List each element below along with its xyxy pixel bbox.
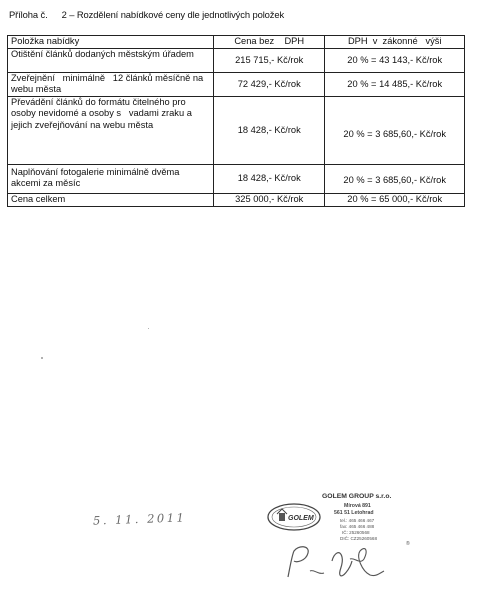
- stamp-city: 561 51 Letohrad: [334, 510, 374, 516]
- item-cell: Naplňování fotogalerie minimálně dvěma akcemi za měsíc: [8, 165, 214, 194]
- golem-logo-icon: [266, 501, 322, 533]
- company-stamp: [262, 493, 462, 593]
- price-cell: 215 715,- Kč/rok: [214, 49, 325, 73]
- svg-text:GOLEM: GOLEM: [288, 515, 314, 522]
- handwritten-date: 5. 11. 2011: [92, 510, 187, 528]
- table-row-total: [8, 194, 465, 207]
- table-row: [8, 73, 465, 97]
- stamp-company: GOLEM GROUP s.r.o.: [322, 493, 392, 500]
- table-row: [8, 49, 465, 73]
- vat-cell: 20 % = 14 485,- Kč/rok: [325, 73, 465, 97]
- vat-cell: 20 % = 43 143,- Kč/rok: [325, 49, 465, 73]
- signature-icon: [280, 531, 390, 589]
- stamp-fax: fax: 465 466 488: [340, 524, 375, 529]
- price-cell: 18 428,- Kč/rok: [214, 97, 325, 165]
- price-cell: 325 000,- Kč/rok: [214, 194, 325, 207]
- page-header: [9, 9, 284, 20]
- attachment-title: – Rozdělení nabídkové ceny dle jednotlivých položek: [69, 9, 285, 20]
- item-cell: Převádění článků do formátu čitelného pro osoby nevidomé a osoby s vadami zraku a jejich zveřejňování na webu města: [8, 97, 214, 165]
- vat-cell: 20 % = 3 685,60,- Kč/rok: [325, 97, 465, 165]
- scan-speck: [41, 357, 43, 359]
- price-cell: 72 429,- Kč/rok: [214, 73, 325, 97]
- item-cell: Otištění článků dodaných městským úřadem: [8, 49, 214, 73]
- stamp-street: Mírová 891: [344, 503, 371, 509]
- table-header-row: [8, 36, 465, 49]
- attachment-number: 2: [61, 9, 67, 20]
- column-header-item: Položka nabídky: [8, 36, 214, 49]
- vat-cell: 20 % = 3 685,60,- Kč/rok: [325, 165, 465, 194]
- column-header-vat: DPH v zákonné výši: [325, 36, 465, 49]
- stamp-ic: IČ: 25260568: [342, 530, 370, 535]
- pricing-table: [7, 35, 465, 207]
- price-cell: 18 428,- Kč/rok: [214, 165, 325, 194]
- table-row: [8, 97, 465, 165]
- stamp-tel: tel.: 465 466 467: [340, 518, 375, 523]
- stamp-registered-mark: ®: [406, 541, 410, 547]
- table-row: [8, 165, 465, 194]
- item-cell: Cena celkem: [8, 194, 214, 207]
- scan-speck: [148, 328, 149, 329]
- column-header-price: Cena bez DPH: [214, 36, 325, 49]
- attachment-label: Příloha č.: [9, 9, 48, 20]
- item-cell: Zveřejnění minimálně 12 článků měsíčně na webu města: [8, 73, 214, 97]
- vat-cell: 20 % = 65 000,- Kč/rok: [325, 194, 465, 207]
- stamp-dic: DIČ: CZ25260568: [340, 536, 378, 541]
